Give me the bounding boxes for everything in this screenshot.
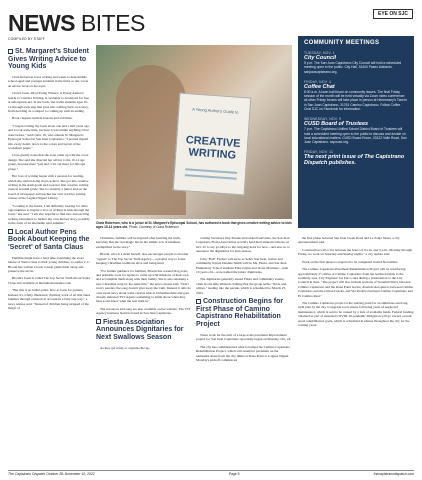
meeting-body: 5 p.m. The San Juan Capistrano City Council will hold a scheduled meeting open to the public. City Hall, 32400 Paseo Adelanto. sanjuancapistrano.org. (304, 61, 402, 74)
section-tag: EYE ON SJC (373, 9, 413, 19)
community-meetings-box (298, 36, 414, 228)
meeting-item (304, 80, 408, 111)
paragraph: The Camino Capistrano Pavement Rehabilitation Project will be resurfacing approximately 2½ miles of Camino Capistrano from the northern limits to the southerly area. City Engineer Joe Parco said during a presentation to the City Council in June. "The project will also include sections of Stonehill Drive between Camino Capistrano and the Dana Point border, Avenida Aeropuerto between Camino Capistrano and the railroad tracks, and Via Positiva between Camino Capistrano and El Camino Real." (298, 267, 414, 298)
paragraph: Construction will occur between the hours of 9 a.m. and 3 p.m., Monday through Friday, no work on Saturday and Sunday nights," a city update said. (298, 247, 412, 257)
paragraph: The dignitaries generally attend Fiesta and community events, often in old-time Western clothing that the group terms "black-and-whites," leading into the parade, which is scheduled for March 25, 2023. (196, 277, 288, 295)
paragraph: The Camino Capistrano project is the starting point for an ambitious and long-term plan by the city to upgrade local streets following years of neglected maintenance, which is said to be caused by a lack of available funds. Federal funding obtained as part of intended COVID-19 pandemic mitigation will go toward overall street rehabilitation goals, which is scheduled in phases throughout the city for the coming years. (298, 301, 414, 328)
headline-box-icon (196, 299, 201, 304)
meeting-item (304, 51, 408, 74)
paragraph: coming Swallows Day Parade and related festivities, the San Juan Capistrano Fiesta Association recently held their annual barbecue on Oct. 22 to say goodbye to the outgoing heirs for now—and also so to announce the dignitaries for next season. (196, 236, 290, 254)
paragraph: The city has commissioned what is termed the Camino Capistrano Rehabilitation Project, which will resurface pavement on the namesake street from the city limits at Dana Point to Laguna Niguel. Monday's kickoff commenced (196, 344, 290, 362)
meeting-body: 7 p.m. The Capistrano Unified School District Board of Trustees will hold a scheduled meeting open to the public to discuss and decide on local educational matters. CUSD Board Room, 33122 Valle Road, San Juan Capistrano. capousd.org. (304, 127, 407, 145)
paragraph: "Looking to the future, I am definitely looking for other opportunities to inspire a love of writing in kids through the book," she said. "I am also hopeful to find new and exciting writing adventures to further my own literary story, possibly in the form of an internship next summer." (8, 203, 90, 226)
meeting-body: 8:30 a.m. A town hall forum on community issues. The final Friday session of the month will be held virtually via Zoom video conference; all other Friday forums will take place in person at Hennessey's Tavern in San Juan Capistrano, 31761 Camino Capistrano. Follow Coffee Chat SJC on Facebook for information. (304, 89, 407, 111)
footer-dates: October 28–November 10, 2022 (45, 472, 95, 476)
book-line-decoration (185, 174, 237, 180)
paragraph: Christmas, families will be inspired after learning the truth, knowing that the real magic lies in the simple acts of kindness exemplified in the story." (96, 236, 181, 249)
paragraph: Her love of writing began with a passion for reading, which she started doing in pre-school. She got into creative writing in the sixth grade and took her first creative writing class in seventh grade. She is currently a junior and on the board of newspaper and teaches her own creative writing classes at the Laguna Niguel Library. (8, 174, 89, 201)
article-headline (96, 319, 191, 342)
paragraph: "I began writing my book about one and a half years ago, and it took some time, because it was unlike anything I had done before," said Ciara, 16, who attends St. Margaret's Episcopal School in San Juan Capistrano. "I poured myself into every detail, down to the colors and layout of the worksheet pages." (8, 123, 90, 150)
footer-page-number: Page 5 (228, 472, 240, 476)
caption-credit: Photo: Courtesy of Ciara Roberson (128, 225, 179, 230)
footer-website-link[interactable]: thecapistranodispatch.com (373, 472, 414, 476)
meeting-item (304, 150, 408, 166)
meeting-title: CUSD Board of Trustees (304, 121, 369, 128)
paragraph: Street work for the start of a large-scale pavement improvement project for San Juan Capistrano reportedly began on Monday, Oct. 24. (196, 332, 292, 342)
masthead-title-bold: NEWS (8, 10, 75, 36)
headline-box-icon (96, 319, 101, 324)
paragraph: Bloom's book is called The Top Secret Truth About Santa Claus and available at thetruthaboutsanta.com. (8, 276, 90, 285)
column-d (298, 236, 414, 331)
headline-box-icon (8, 229, 13, 234)
article-headline (196, 298, 292, 329)
masthead-title (8, 12, 145, 35)
headline-text: Fiesta Association Announces Dignitaries for Next Swallows Season (96, 318, 184, 342)
meeting-date: TUESDAY, NOV. 1 (304, 51, 336, 55)
paragraph: John "Fish" Fischer will serve as Señor San Juan, realtor and community fixture Daniele Smith will be Ms. Fiesta, and San Juan Elementary School students Elise Glynn and Javier Martinez—both 10 years old—were named the junior dignitaries. (196, 256, 288, 274)
meeting-title: City Council (304, 55, 337, 61)
article-headline (8, 229, 91, 252)
paragraph: the first phase between San Juan Creek Road and La Zanja Street, a city announcement said. (298, 236, 400, 245)
masthead-title-light: BITES (75, 10, 145, 36)
community-heading: COMMUNITY MEETINGS (304, 40, 380, 46)
paragraph: "But this is no bullet-point, how-to book for parents. Instead, it's a fully illustrated, rhyming work of art that takes families through a historical account in a fairy tale way," a news release said. "Instead of children being stripped of the magic of (8, 288, 91, 310)
meeting-item (304, 117, 408, 144)
footer-paper-name: The Capistrano Dispatch (8, 472, 46, 476)
meeting-date: FRIDAY, NOV. 4 (304, 79, 332, 84)
book-subtitle: A Young Author's Guide to (192, 106, 239, 115)
photo-caption (96, 221, 292, 229)
footer-publication (8, 472, 95, 476)
caption-text: Ciara Roberson, who is a junior at St. Margaret's Episcopal School, has authored a book that gives creative writing advice to kids ages 10-14 years old. (96, 221, 292, 230)
column-c (196, 236, 292, 365)
headline-box-icon (8, 49, 13, 54)
meeting-title: Coffee Chat (304, 83, 335, 90)
article-photo (96, 45, 292, 219)
compiled-by: COMPILED BY STAFF (8, 37, 45, 41)
headline-text: Construction Begins for First Phase of Camino Capistrano Rehabilitation Project (196, 298, 284, 329)
paragraph: Ciara greatly notes that she even came up with the cover design. She said she directed her advice to the 10-14 age group, because there "just isn't a lot out there for this age group." (8, 153, 89, 171)
headline-text: Local Author Pens Book About Keeping the 'Secret' of Santa Claus (8, 228, 90, 252)
paragraph: Families might have a hard time explaining the exact nature of Santa Claus to their young children, so author C.C. Bloom has written a book to help guide them along and preserve the secret. (8, 255, 91, 274)
paragraph: Ciara Roberson loves writing and wants to help middle school-aged and younger students in the field, so she wrote an advice book on the topic. (8, 75, 89, 88)
paragraph: The resources and song are also available on her website. The TST Agency business brand is based in San Juan Capistrano. (96, 306, 191, 316)
paragraph: As they get ready to organize the up- (100, 345, 151, 350)
book-line-decoration (185, 168, 237, 174)
column-b (96, 236, 191, 353)
meeting-title: The next print issue of The Capistrano Dispatch publishes. (304, 154, 405, 167)
meeting-date: WEDNESDAY, NOV. 9 (304, 117, 342, 122)
paragraph: Ciara's book, titled Young Writers: A Young Author's Guide to Creative Writing, is available to download for free at stmargarets.net. In the book, she walks students ages 10-14 through each step that goes into crafting their own story, from deciding on a subject to coming up with an ending. (8, 91, 89, 114)
paragraph: Book chapters include lessons and activities. (12, 116, 73, 121)
book-cover (173, 93, 252, 196)
book-title: CREATIVE WRITING (185, 134, 241, 162)
paragraph: Work on the first phase is expected to be completed in mid-November. (302, 259, 398, 264)
article-headline (8, 48, 91, 71)
masthead (8, 12, 145, 41)
paragraph: Bloom, who is a mom herself, also encourages people to become "agents" to The Top Secret Truth Agency—a playful way to foster keeping Christmas traditions alive and being kind. (96, 252, 189, 266)
headline-text: St. Margaret's Student Gives Writing Advice to Young Kids (8, 48, 90, 71)
page-footer (8, 470, 414, 476)
column-a (8, 45, 91, 313)
meeting-date: FRIDAY, NOV. 11 (304, 150, 334, 155)
paragraph: "For further guidance for families, Bloom has created blog posts and printable tools for agents to come up with missions of their own and accomplish them along with their family. She is also releasing a new Christmas song by the same title," the news release said. "Don't worry parents, the song doesn't give away the truth. Instead, it tells its own sweet story about some curious kids at Christmas time and goes already inducted TST Agents something to smile about when they hear it and know what the real truth is." (96, 268, 191, 304)
